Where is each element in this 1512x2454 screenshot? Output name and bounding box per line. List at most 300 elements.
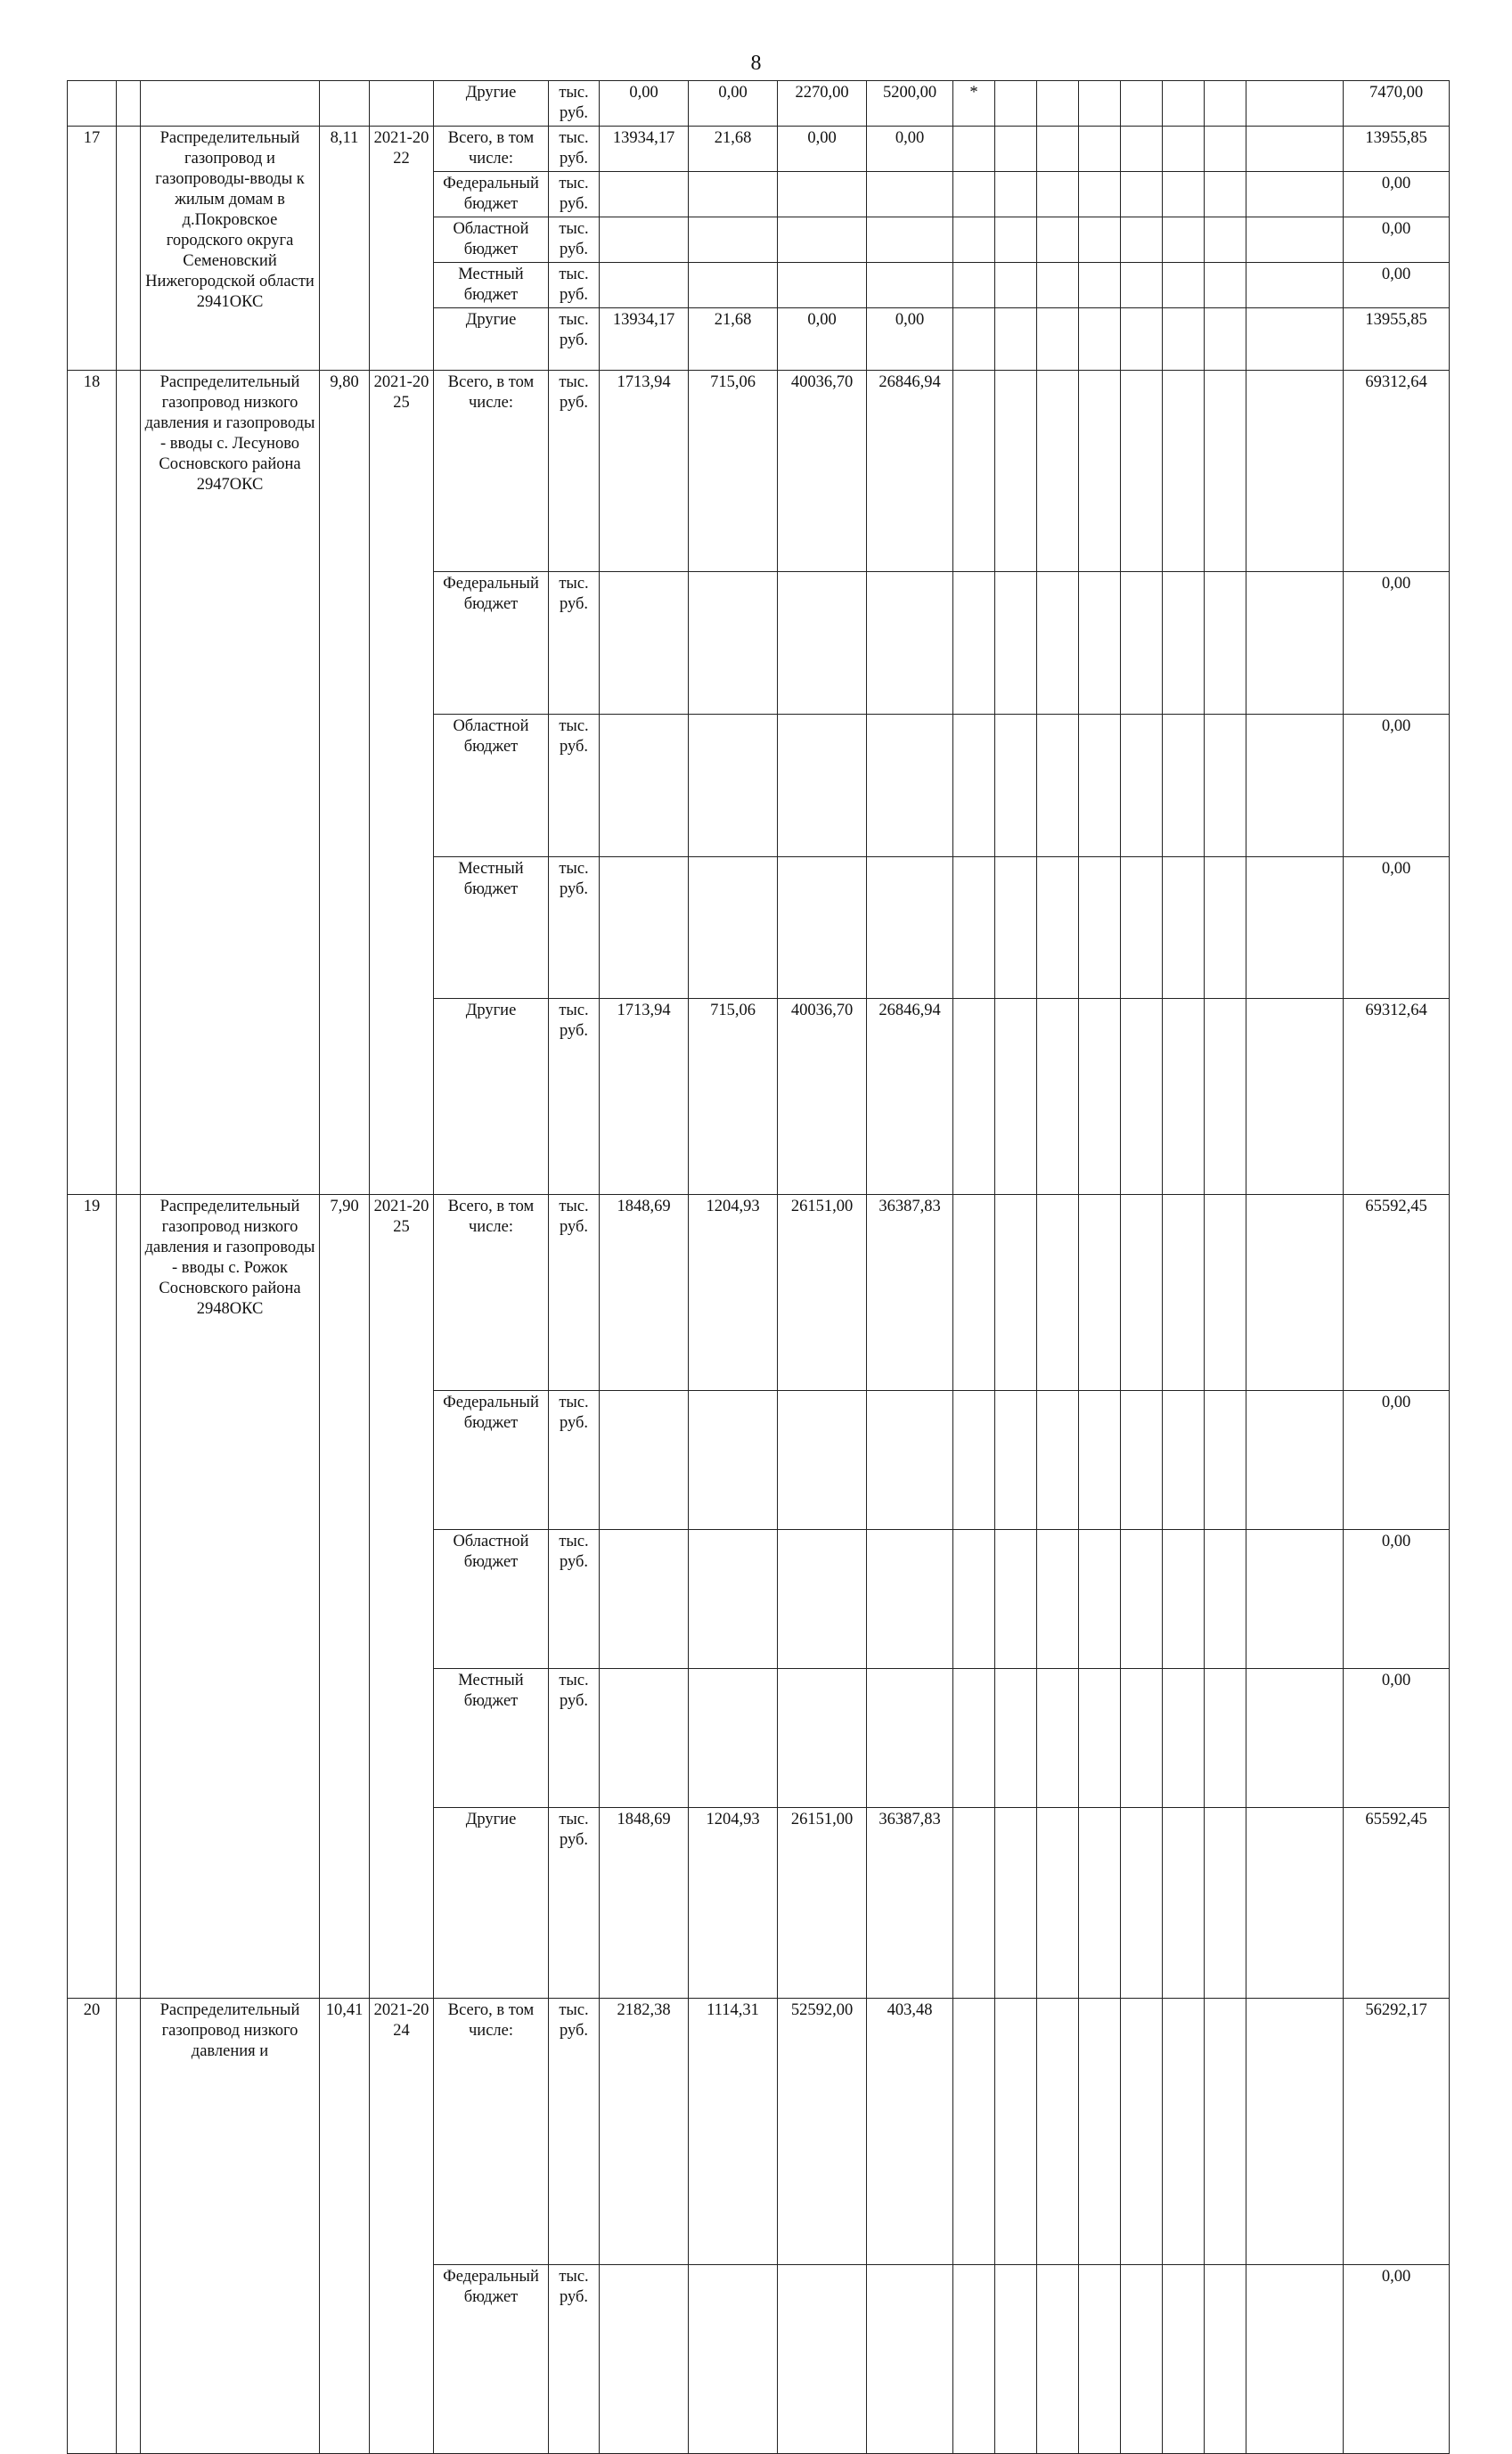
value-cell bbox=[600, 217, 689, 263]
total-cell: 0,00 bbox=[1344, 571, 1450, 714]
empty-cell bbox=[995, 1195, 1037, 1391]
empty-cell bbox=[995, 263, 1037, 308]
total-cell: 13955,85 bbox=[1344, 308, 1450, 371]
value-cell: 0,00 bbox=[867, 308, 953, 371]
value-cell bbox=[778, 263, 867, 308]
empty-cell bbox=[953, 263, 995, 308]
value-cell bbox=[600, 1391, 689, 1530]
total-cell: 0,00 bbox=[1344, 172, 1450, 217]
value-cell: 2182,38 bbox=[600, 1999, 689, 2265]
empty-cell bbox=[1121, 172, 1163, 217]
funding-source-cell: Всего, в том числе: bbox=[434, 1999, 549, 2265]
empty-cell bbox=[1163, 1391, 1205, 1530]
value-cell bbox=[689, 263, 778, 308]
empty-cell bbox=[1163, 714, 1205, 856]
empty-cell bbox=[1037, 263, 1079, 308]
empty-cell bbox=[1079, 308, 1121, 371]
empty-cell bbox=[953, 571, 995, 714]
funding-source-cell: Другие bbox=[434, 999, 549, 1195]
empty-cell bbox=[1205, 1669, 1246, 1808]
empty-cell bbox=[1121, 1195, 1163, 1391]
total-cell: 65592,45 bbox=[1344, 1807, 1450, 1998]
total-cell: 56292,17 bbox=[1344, 1999, 1450, 2265]
empty-cell bbox=[1037, 856, 1079, 999]
value-cell: 715,06 bbox=[689, 999, 778, 1195]
unit-cell: тыс. руб. bbox=[549, 1999, 600, 2265]
project-number: 17 bbox=[68, 127, 117, 371]
empty-cell bbox=[1037, 1530, 1079, 1669]
empty-cell bbox=[1121, 571, 1163, 714]
empty-cell bbox=[1205, 172, 1246, 217]
empty-cell bbox=[1246, 127, 1344, 172]
unit-cell: тыс. руб. bbox=[549, 999, 600, 1195]
value-cell bbox=[689, 714, 778, 856]
value-cell bbox=[867, 263, 953, 308]
empty-cell bbox=[117, 127, 141, 371]
funding-source-cell: Всего, в том числе: bbox=[434, 371, 549, 572]
value-cell bbox=[600, 1669, 689, 1808]
empty-cell bbox=[953, 856, 995, 999]
value-cell bbox=[867, 714, 953, 856]
empty-cell bbox=[1079, 856, 1121, 999]
empty-cell bbox=[117, 1195, 141, 1999]
value-cell: 0,00 bbox=[689, 81, 778, 127]
value-cell bbox=[778, 714, 867, 856]
value-cell bbox=[867, 217, 953, 263]
value-cell bbox=[689, 1391, 778, 1530]
funding-source-cell: Всего, в том числе: bbox=[434, 127, 549, 172]
unit-cell: тыс. руб. bbox=[549, 127, 600, 172]
value-cell bbox=[600, 856, 689, 999]
empty-cell bbox=[1163, 1195, 1205, 1391]
unit-cell: тыс. руб. bbox=[549, 308, 600, 371]
table-body bbox=[68, 81, 1450, 2454]
empty-cell bbox=[1037, 371, 1079, 572]
empty-cell bbox=[995, 714, 1037, 856]
project-period: 2021-2025 bbox=[370, 1195, 434, 1999]
unit-cell: тыс. руб. bbox=[549, 81, 600, 127]
empty-cell bbox=[1246, 714, 1344, 856]
empty-cell bbox=[1037, 571, 1079, 714]
empty-cell bbox=[1163, 217, 1205, 263]
value-cell bbox=[1246, 81, 1344, 127]
value-cell: 1204,93 bbox=[689, 1807, 778, 1998]
empty-cell bbox=[1079, 999, 1121, 1195]
empty-cell bbox=[1121, 308, 1163, 371]
empty-cell bbox=[953, 714, 995, 856]
value-cell: 1713,94 bbox=[600, 371, 689, 572]
unit-cell: тыс. руб. bbox=[549, 217, 600, 263]
empty-cell bbox=[1205, 127, 1246, 172]
empty-cell bbox=[953, 1195, 995, 1391]
empty-cell bbox=[1246, 856, 1344, 999]
empty-cell bbox=[995, 571, 1037, 714]
project-name: Распределительный газопровод низкого давления и газопроводы - вводы с. Лесуново Сосновского района 2947ОКС bbox=[141, 371, 320, 1195]
value-cell: 1848,69 bbox=[600, 1807, 689, 1998]
value-cell: 40036,70 bbox=[778, 999, 867, 1195]
value-cell: 0,00 bbox=[867, 127, 953, 172]
empty-cell bbox=[1163, 308, 1205, 371]
empty-cell bbox=[1163, 856, 1205, 999]
empty-cell bbox=[1079, 1807, 1121, 1998]
empty-cell bbox=[1163, 1669, 1205, 1808]
empty-cell bbox=[1121, 371, 1163, 572]
empty-cell bbox=[953, 172, 995, 217]
empty-cell bbox=[1163, 371, 1205, 572]
empty-cell bbox=[995, 1669, 1037, 1808]
empty-cell bbox=[1037, 999, 1079, 1195]
total-cell: 0,00 bbox=[1344, 1530, 1450, 1669]
empty-cell bbox=[320, 81, 370, 127]
project-name: Распределительный газопровод низкого давления и газопроводы - вводы с. Рожок Сосновского района 2948ОКС bbox=[141, 1195, 320, 1999]
funding-source-cell: Федеральный бюджет bbox=[434, 1391, 549, 1530]
unit-cell: тыс. руб. bbox=[549, 2265, 600, 2454]
empty-cell bbox=[995, 371, 1037, 572]
empty-cell bbox=[995, 1391, 1037, 1530]
funding-source-cell: Федеральный бюджет bbox=[434, 571, 549, 714]
empty-cell bbox=[1079, 263, 1121, 308]
value-cell: 1713,94 bbox=[600, 999, 689, 1195]
funding-source-cell: Другие bbox=[434, 308, 549, 371]
empty-cell bbox=[953, 1807, 995, 1998]
table-row bbox=[68, 81, 1450, 127]
total-cell: 0,00 bbox=[1344, 263, 1450, 308]
value-cell bbox=[1163, 81, 1205, 127]
unit-cell: тыс. руб. bbox=[549, 1807, 600, 1998]
value-cell: 26151,00 bbox=[778, 1807, 867, 1998]
value-cell: 40036,70 bbox=[778, 371, 867, 572]
value-cell: 52592,00 bbox=[778, 1999, 867, 2265]
total-cell: 69312,64 bbox=[1344, 999, 1450, 1195]
value-cell: 403,48 bbox=[867, 1999, 953, 2265]
empty-cell bbox=[370, 81, 434, 127]
table-row bbox=[68, 127, 1450, 172]
empty-cell bbox=[1246, 2265, 1344, 2454]
value-cell bbox=[600, 571, 689, 714]
value-cell bbox=[867, 856, 953, 999]
empty-cell bbox=[1079, 571, 1121, 714]
value-cell: 13934,17 bbox=[600, 127, 689, 172]
project-period: 2021-2025 bbox=[370, 371, 434, 1195]
empty-cell bbox=[1246, 1195, 1344, 1391]
empty-cell bbox=[1121, 1999, 1163, 2265]
project-number: 18 bbox=[68, 371, 117, 1195]
value-cell: 1114,31 bbox=[689, 1999, 778, 2265]
empty-cell bbox=[1246, 263, 1344, 308]
empty-cell bbox=[1205, 2265, 1246, 2454]
value-cell bbox=[867, 172, 953, 217]
table-row bbox=[68, 1999, 1450, 2265]
funding-source-cell: Областной бюджет bbox=[434, 1530, 549, 1669]
value-cell: 21,68 bbox=[689, 127, 778, 172]
value-cell bbox=[778, 1669, 867, 1808]
empty-cell bbox=[1121, 127, 1163, 172]
empty-cell bbox=[1246, 172, 1344, 217]
empty-cell bbox=[1246, 571, 1344, 714]
project-name: Распределительный газопровод и газопроводы-вводы к жилым домам в д.Покровское городского округа Семеновский Нижегородской области 2941ОКС bbox=[141, 127, 320, 371]
value-cell bbox=[1079, 81, 1121, 127]
project-length: 8,11 bbox=[320, 127, 370, 371]
empty-cell bbox=[1205, 1195, 1246, 1391]
empty-cell bbox=[1037, 1391, 1079, 1530]
page-number: 8 bbox=[750, 52, 762, 75]
empty-cell bbox=[953, 1669, 995, 1808]
total-cell: 0,00 bbox=[1344, 2265, 1450, 2454]
empty-cell bbox=[1121, 1669, 1163, 1808]
empty-cell bbox=[995, 1999, 1037, 2265]
unit-cell: тыс. руб. bbox=[549, 1195, 600, 1391]
empty-cell bbox=[953, 2265, 995, 2454]
unit-cell: тыс. руб. bbox=[549, 1530, 600, 1669]
empty-cell bbox=[1079, 217, 1121, 263]
empty-cell bbox=[1079, 1530, 1121, 1669]
empty-cell bbox=[995, 217, 1037, 263]
empty-cell bbox=[1037, 2265, 1079, 2454]
empty-cell bbox=[1246, 1391, 1344, 1530]
empty-cell bbox=[141, 81, 320, 127]
empty-cell bbox=[1205, 1391, 1246, 1530]
project-period: 2021-2022 bbox=[370, 127, 434, 371]
empty-cell bbox=[1246, 1669, 1344, 1808]
empty-cell bbox=[117, 81, 141, 127]
empty-cell bbox=[995, 1807, 1037, 1998]
project-length: 10,41 bbox=[320, 1999, 370, 2454]
funding-source-cell: Всего, в том числе: bbox=[434, 1195, 549, 1391]
empty-cell bbox=[117, 371, 141, 1195]
empty-cell bbox=[1163, 1999, 1205, 2265]
empty-cell bbox=[1079, 2265, 1121, 2454]
empty-cell bbox=[1079, 1669, 1121, 1808]
value-cell bbox=[689, 217, 778, 263]
funding-source-cell: Местный бюджет bbox=[434, 856, 549, 999]
empty-cell bbox=[995, 172, 1037, 217]
empty-cell bbox=[995, 127, 1037, 172]
value-cell bbox=[1205, 81, 1246, 127]
empty-cell bbox=[1037, 217, 1079, 263]
empty-cell bbox=[1205, 371, 1246, 572]
value-cell: 13934,17 bbox=[600, 308, 689, 371]
value-cell bbox=[689, 571, 778, 714]
empty-cell bbox=[953, 217, 995, 263]
empty-cell bbox=[1246, 1999, 1344, 2265]
unit-cell: тыс. руб. bbox=[549, 172, 600, 217]
value-cell bbox=[778, 1530, 867, 1669]
unit-cell: тыс. руб. bbox=[549, 1669, 600, 1808]
funding-source-cell: Другие bbox=[434, 1807, 549, 1998]
value-cell bbox=[689, 856, 778, 999]
value-cell: 26151,00 bbox=[778, 1195, 867, 1391]
total-cell: 0,00 bbox=[1344, 217, 1450, 263]
total-cell: 0,00 bbox=[1344, 1669, 1450, 1808]
empty-cell bbox=[1121, 856, 1163, 999]
value-cell: 26846,94 bbox=[867, 999, 953, 1195]
value-cell bbox=[867, 1530, 953, 1669]
value-cell: 715,06 bbox=[689, 371, 778, 572]
empty-cell bbox=[1121, 1530, 1163, 1669]
value-cell: 26846,94 bbox=[867, 371, 953, 572]
empty-cell bbox=[995, 308, 1037, 371]
table-row bbox=[68, 371, 1450, 572]
empty-cell bbox=[1205, 571, 1246, 714]
empty-cell bbox=[995, 1530, 1037, 1669]
financing-table bbox=[67, 80, 1450, 2454]
empty-cell bbox=[1205, 1807, 1246, 1998]
funding-source-cell: Местный бюджет bbox=[434, 263, 549, 308]
empty-cell bbox=[1205, 263, 1246, 308]
value-cell: 2270,00 bbox=[778, 81, 867, 127]
empty-cell bbox=[953, 127, 995, 172]
empty-cell bbox=[1079, 1999, 1121, 2265]
empty-cell bbox=[1037, 308, 1079, 371]
empty-cell bbox=[1246, 999, 1344, 1195]
empty-cell bbox=[1121, 217, 1163, 263]
empty-cell bbox=[1079, 127, 1121, 172]
empty-cell bbox=[1037, 1807, 1079, 1998]
empty-cell bbox=[1163, 1530, 1205, 1669]
total-cell: 13955,85 bbox=[1344, 127, 1450, 172]
value-cell bbox=[995, 81, 1037, 127]
value-cell bbox=[778, 217, 867, 263]
project-period: 2021-2024 bbox=[370, 1999, 434, 2454]
value-cell bbox=[778, 172, 867, 217]
value-cell bbox=[600, 2265, 689, 2454]
empty-cell bbox=[1121, 714, 1163, 856]
empty-cell bbox=[1121, 263, 1163, 308]
project-length: 9,80 bbox=[320, 371, 370, 1195]
total-cell: 0,00 bbox=[1344, 1391, 1450, 1530]
empty-cell bbox=[1205, 308, 1246, 371]
empty-cell bbox=[1079, 172, 1121, 217]
empty-cell bbox=[1037, 1195, 1079, 1391]
table-row bbox=[68, 1195, 1450, 1391]
value-cell: 36387,83 bbox=[867, 1195, 953, 1391]
total-cell: 65592,45 bbox=[1344, 1195, 1450, 1391]
value-cell: 5200,00 bbox=[867, 81, 953, 127]
total-cell: 69312,64 bbox=[1344, 371, 1450, 572]
empty-cell bbox=[1163, 263, 1205, 308]
value-cell bbox=[867, 2265, 953, 2454]
value-cell: 0,00 bbox=[778, 127, 867, 172]
empty-cell bbox=[1121, 999, 1163, 1195]
empty-cell bbox=[1205, 856, 1246, 999]
unit-cell: тыс. руб. bbox=[549, 371, 600, 572]
empty-cell bbox=[1079, 1391, 1121, 1530]
project-length: 7,90 bbox=[320, 1195, 370, 1999]
empty-cell bbox=[1246, 371, 1344, 572]
total-cell: 0,00 bbox=[1344, 856, 1450, 999]
empty-cell bbox=[953, 999, 995, 1195]
empty-cell bbox=[1246, 1530, 1344, 1669]
funding-source-cell: Областной бюджет bbox=[434, 714, 549, 856]
value-cell: 1848,69 bbox=[600, 1195, 689, 1391]
value-cell: 36387,83 bbox=[867, 1807, 953, 1998]
empty-cell bbox=[1246, 217, 1344, 263]
empty-cell bbox=[1163, 127, 1205, 172]
value-cell bbox=[689, 2265, 778, 2454]
project-name: Распределительный газопровод низкого давления и bbox=[141, 1999, 320, 2454]
value-cell bbox=[867, 571, 953, 714]
unit-cell: тыс. руб. bbox=[549, 571, 600, 714]
total-cell: 0,00 bbox=[1344, 714, 1450, 856]
empty-cell bbox=[1037, 127, 1079, 172]
empty-cell bbox=[1246, 1807, 1344, 1998]
total-cell: 7470,00 bbox=[1344, 81, 1450, 127]
empty-cell bbox=[995, 2265, 1037, 2454]
project-number: 19 bbox=[68, 1195, 117, 1999]
funding-source-cell: Местный бюджет bbox=[434, 1669, 549, 1808]
empty-cell bbox=[1037, 1999, 1079, 2265]
value-cell bbox=[600, 714, 689, 856]
value-cell bbox=[778, 856, 867, 999]
unit-cell: тыс. руб. bbox=[549, 856, 600, 999]
empty-cell bbox=[1037, 714, 1079, 856]
value-cell bbox=[1037, 81, 1079, 127]
empty-cell bbox=[953, 1530, 995, 1669]
empty-cell bbox=[953, 1999, 995, 2265]
unit-cell: тыс. руб. bbox=[549, 714, 600, 856]
value-cell bbox=[689, 1530, 778, 1669]
funding-source-cell: Федеральный бюджет bbox=[434, 2265, 549, 2454]
empty-cell bbox=[1163, 2265, 1205, 2454]
value-cell: * bbox=[953, 81, 995, 127]
project-number: 20 bbox=[68, 1999, 117, 2454]
value-cell bbox=[689, 172, 778, 217]
unit-cell: тыс. руб. bbox=[549, 263, 600, 308]
empty-cell bbox=[1163, 1807, 1205, 1998]
funding-source-cell: Другие bbox=[434, 81, 549, 127]
empty-cell bbox=[953, 308, 995, 371]
value-cell bbox=[689, 1669, 778, 1808]
empty-cell bbox=[1163, 999, 1205, 1195]
value-cell bbox=[778, 2265, 867, 2454]
empty-cell bbox=[1163, 172, 1205, 217]
value-cell: 1204,93 bbox=[689, 1195, 778, 1391]
value-cell bbox=[867, 1669, 953, 1808]
value-cell: 0,00 bbox=[600, 81, 689, 127]
value-cell bbox=[600, 172, 689, 217]
value-cell: 0,00 bbox=[778, 308, 867, 371]
empty-cell bbox=[995, 999, 1037, 1195]
empty-cell bbox=[1079, 371, 1121, 572]
empty-cell bbox=[1037, 1669, 1079, 1808]
empty-cell bbox=[995, 856, 1037, 999]
value-cell bbox=[867, 1391, 953, 1530]
empty-cell bbox=[1079, 1195, 1121, 1391]
empty-cell bbox=[1205, 999, 1246, 1195]
empty-cell bbox=[1205, 1999, 1246, 2265]
empty-cell bbox=[1121, 1391, 1163, 1530]
value-cell bbox=[778, 571, 867, 714]
funding-source-cell: Областной бюджет bbox=[434, 217, 549, 263]
empty-cell bbox=[1246, 308, 1344, 371]
empty-cell bbox=[1205, 714, 1246, 856]
empty-cell bbox=[1163, 571, 1205, 714]
empty-cell bbox=[953, 1391, 995, 1530]
empty-cell bbox=[1079, 714, 1121, 856]
funding-source-cell: Федеральный бюджет bbox=[434, 172, 549, 217]
empty-cell bbox=[1121, 2265, 1163, 2454]
empty-cell bbox=[953, 371, 995, 572]
empty-cell bbox=[1121, 1807, 1163, 1998]
value-cell bbox=[1121, 81, 1163, 127]
value-cell bbox=[778, 1391, 867, 1530]
value-cell: 21,68 bbox=[689, 308, 778, 371]
empty-cell bbox=[117, 1999, 141, 2454]
value-cell bbox=[600, 263, 689, 308]
empty-cell bbox=[1205, 217, 1246, 263]
empty-cell bbox=[1037, 172, 1079, 217]
value-cell bbox=[600, 1530, 689, 1669]
